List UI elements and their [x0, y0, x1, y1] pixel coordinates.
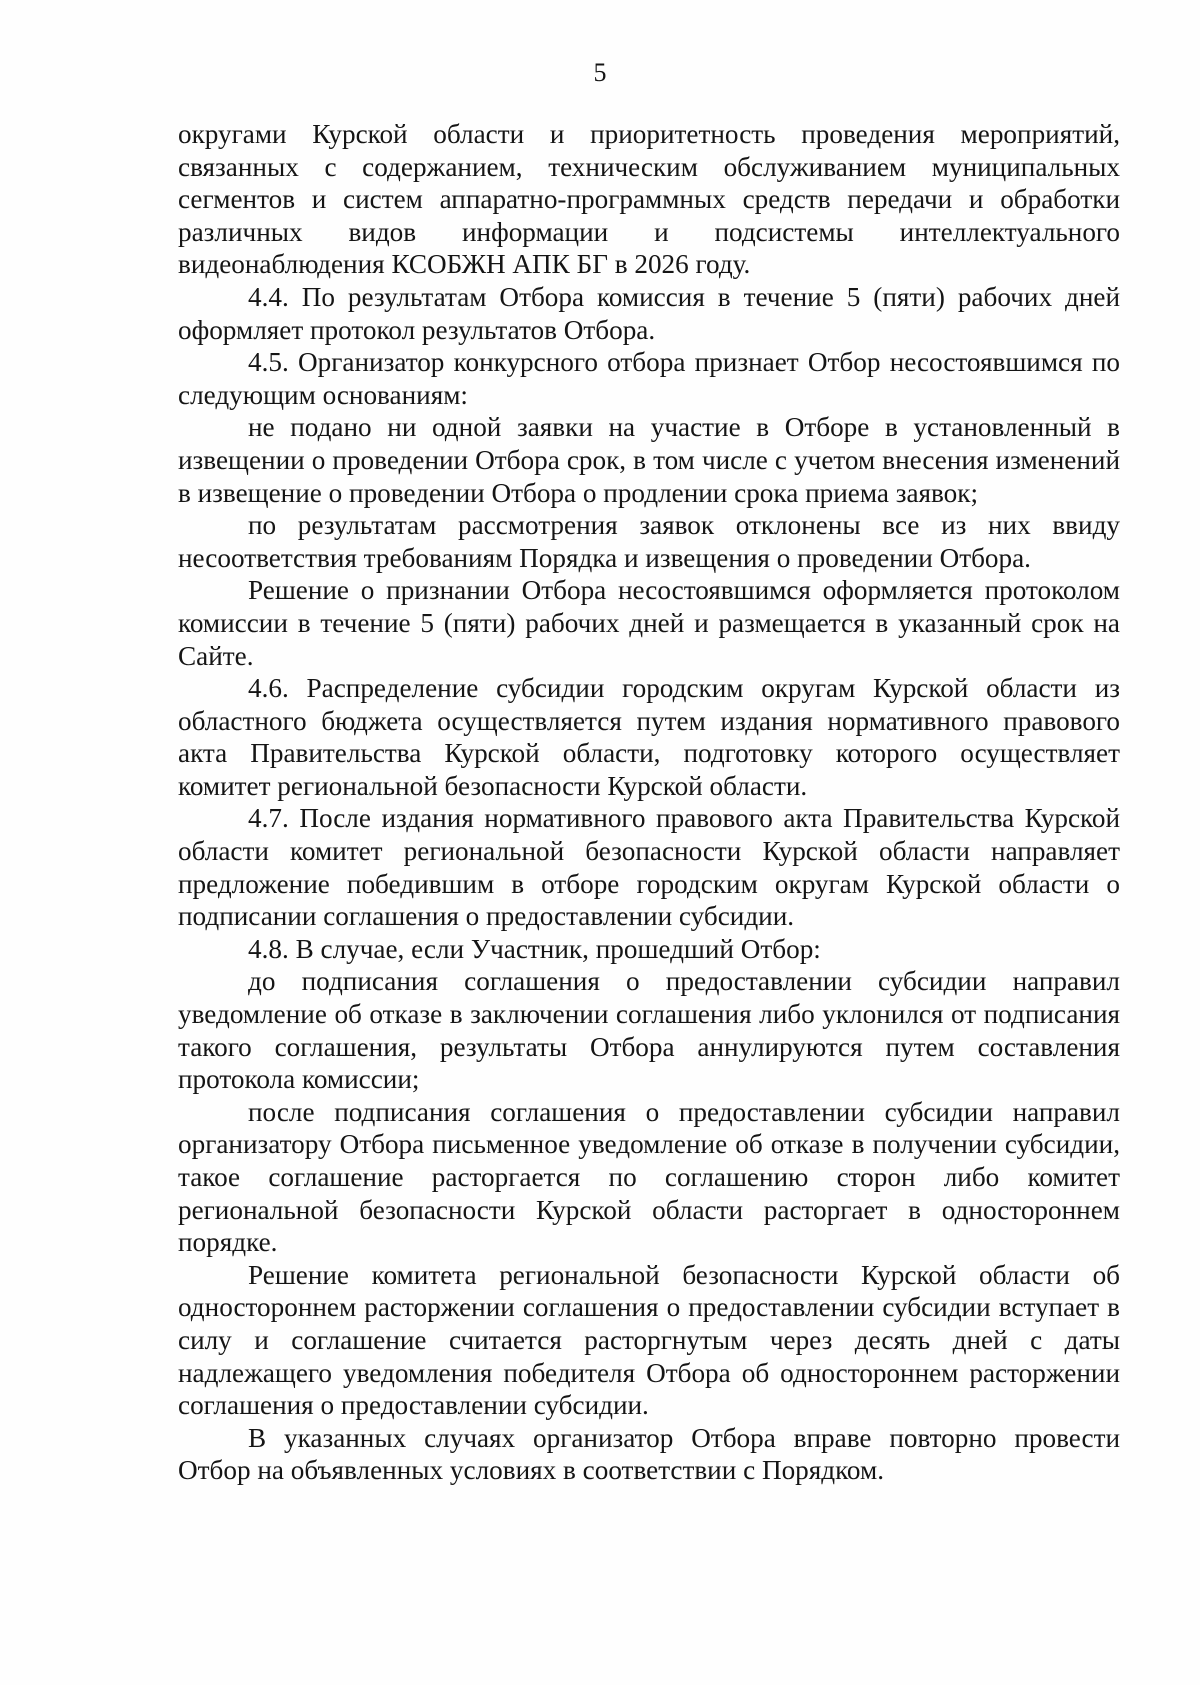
- paragraph-before-signing: до подписания соглашения о предоставлении субсидии направил уведомление об отказе в заключении соглашения либо уклонился от подписания такого соглашения, результаты Отбора аннулируются путем составления протокола комиссии;: [178, 966, 1120, 1095]
- paragraph-decision-failed: Решение о признании Отбора несостоявшимся оформляется протоколом комиссии в течение 5 (пяти) рабочих дней и размещается в указанный срок на Сайте.: [178, 575, 1120, 671]
- paragraph-4-5: 4.5. Организатор конкурсного отбора признает Отбор несостоявшимся по следующим основаниям:: [178, 347, 1120, 410]
- paragraph-4-7: 4.7. После издания нормативного правового акта Правительства Курской области комитет региональной безопасности Курской области направляет предложение победившим в отборе городским округам Курской области о подписании соглашения о предоставлении субсидии.: [178, 803, 1120, 932]
- paragraph-after-signing: после подписания соглашения о предоставлении субсидии направил организатору Отбора письменное уведомление об отказе в получении субсидии, такое соглашение расторгается по соглашению сторон либо комитет региональной безопасности Курской области расторгает в одностороннем порядке.: [178, 1096, 1120, 1258]
- page-number: 5: [593, 58, 607, 87]
- paragraph-4-8: 4.8. В случае, если Участник, прошедший Отбор:: [248, 933, 821, 964]
- document-body: [178, 118, 1120, 1487]
- paragraph-continuation: округами Курской области и приоритетность проведения мероприятий, связанных с содержанием, техническим обслуживанием муниципальных сегментов и систем аппаратно-программных средств передачи и обработки различных видов информации и подсистемы интеллектуального видеонаблюдения КСОБЖН АПК БГ в 2026 году.: [178, 119, 1120, 280]
- paragraph-4-6: 4.6. Распределение субсидии городским округам Курской области из областного бюджета осуществляется путем издания нормативного правового акта Правительства Курской области, подготовку которого осуществляет комитет региональной безопасности Курской области.: [178, 673, 1120, 801]
- paragraph-unilateral-termination: Решение комитета региональной безопасности Курской области об одностороннем расторжении соглашения о предоставлении субсидии вступает в силу и соглашение считается расторгнутым через десять дней с даты надлежащего уведомления победителя Отбора об одностороннем расторжении соглашения о предоставлении субсидии.: [178, 1259, 1120, 1421]
- paragraph-all-rejected: по результатам рассмотрения заявок отклонены все из них ввиду несоответствия требованиям Порядка и извещения о проведении Отбора.: [178, 510, 1120, 573]
- paragraph-4-4: 4.4. По результатам Отбора комиссия в течение 5 (пяти) рабочих дней оформляет протокол результатов Отбора.: [178, 281, 1120, 345]
- paragraph-no-applications: не подано ни одной заявки на участие в Отборе в установленный в извещении о проведении Отбора срок, в том числе с учетом внесения изменений в извещение о проведении Отбора о продлении срока приема заявок;: [178, 412, 1120, 508]
- paragraph-repeat-selection: В указанных случаях организатор Отбора вправе повторно провести Отбор на объявленных условиях в соответствии с Порядком.: [178, 1422, 1120, 1486]
